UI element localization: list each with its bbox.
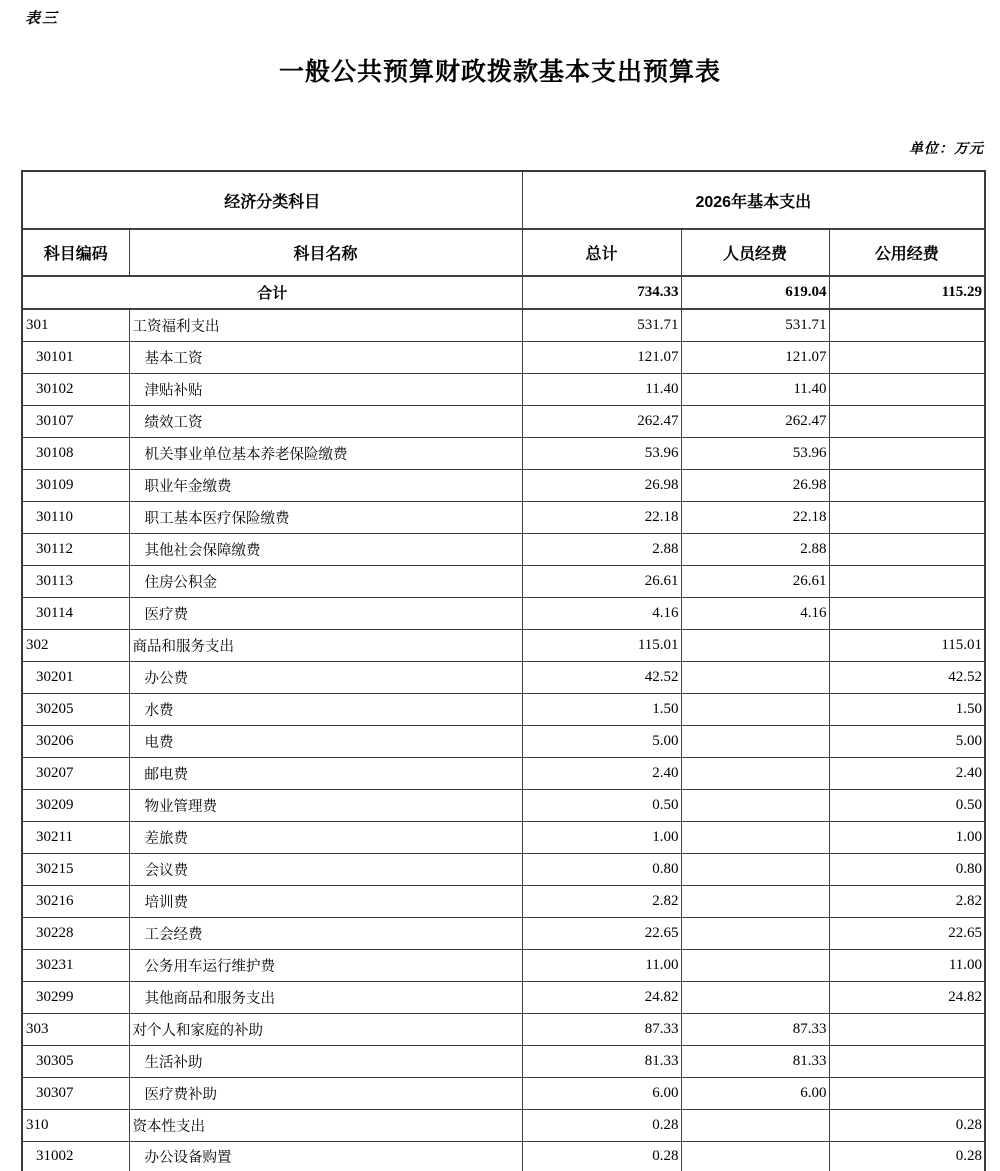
personnel-value-cell: 26.61 [681, 565, 829, 597]
public-value-cell: 0.28 [829, 1109, 985, 1141]
public-value-cell [829, 437, 985, 469]
column-header-personnel-funds: 人员经费 [681, 229, 829, 276]
subject-name-cell: 绩效工资 [129, 405, 522, 437]
table-row [22, 1013, 985, 1045]
public-value-cell: 5.00 [829, 725, 985, 757]
public-value-cell: 0.28 [829, 1141, 985, 1171]
personnel-value-cell [681, 949, 829, 981]
subject-code-cell: 30215 [22, 853, 129, 885]
table-row [22, 789, 985, 821]
table-row [22, 821, 985, 853]
page-title: 一般公共预算财政拨款基本支出预算表 [278, 58, 721, 86]
public-value-cell: 0.80 [829, 853, 985, 885]
personnel-value-cell: 4.16 [681, 597, 829, 629]
column-header-public-funds: 公用经费 [829, 229, 985, 276]
table-row [22, 597, 985, 629]
subject-name-cell: 物业管理费 [129, 789, 522, 821]
table-row [22, 1141, 985, 1171]
personnel-value-cell [681, 789, 829, 821]
personnel-value-cell: 87.33 [681, 1013, 829, 1045]
subject-name-cell: 工会经费 [129, 917, 522, 949]
total-value-cell: 87.33 [522, 1013, 681, 1045]
table-number-label: 表三 [25, 9, 60, 27]
table-row [22, 757, 985, 789]
subject-code-cell: 30101 [22, 341, 129, 373]
personnel-value-cell [681, 981, 829, 1013]
table-row [22, 629, 985, 661]
subject-code-cell: 30205 [22, 693, 129, 725]
subject-name-cell: 工资福利支出 [129, 309, 522, 341]
subject-name-cell: 对个人和家庭的补助 [129, 1013, 522, 1045]
header-group-row [22, 171, 985, 229]
subject-name-cell: 医疗费 [129, 597, 522, 629]
table-row [22, 309, 985, 341]
personnel-value-cell: 2.88 [681, 533, 829, 565]
subject-name-cell: 培训费 [129, 885, 522, 917]
public-value-cell: 2.82 [829, 885, 985, 917]
column-header-subject-name: 科目名称 [129, 229, 522, 276]
subject-name-cell: 其他社会保障缴费 [129, 533, 522, 565]
subject-name-cell: 职工基本医疗保险缴费 [129, 501, 522, 533]
public-value-cell [829, 309, 985, 341]
header-columns-row [22, 229, 985, 276]
table-row [22, 981, 985, 1013]
total-value-cell: 22.65 [522, 917, 681, 949]
subject-name-cell: 资本性支出 [129, 1109, 522, 1141]
subject-code-cell: 30228 [22, 917, 129, 949]
subject-name-cell: 机关事业单位基本养老保险缴费 [129, 437, 522, 469]
table-row [22, 1045, 985, 1077]
table-row [22, 725, 985, 757]
public-value-cell [829, 1077, 985, 1109]
column-header-total: 总计 [522, 229, 681, 276]
subject-name-cell: 基本工资 [129, 341, 522, 373]
subject-code-cell: 30108 [22, 437, 129, 469]
total-value-cell: 26.98 [522, 469, 681, 501]
personnel-value-cell: 81.33 [681, 1045, 829, 1077]
subject-code-cell: 30112 [22, 533, 129, 565]
public-value-cell: 0.50 [829, 789, 985, 821]
personnel-value-cell [681, 885, 829, 917]
subject-name-cell: 职业年金缴费 [129, 469, 522, 501]
subject-code-cell: 310 [22, 1109, 129, 1141]
subject-code-cell: 302 [22, 629, 129, 661]
total-value-cell: 1.50 [522, 693, 681, 725]
table-row [22, 501, 985, 533]
public-value-cell [829, 533, 985, 565]
subject-code-cell: 30113 [22, 565, 129, 597]
subject-code-cell: 30209 [22, 789, 129, 821]
total-value-cell: 115.01 [522, 629, 681, 661]
total-value-cell: 0.80 [522, 853, 681, 885]
personnel-value-cell: 262.47 [681, 405, 829, 437]
total-value-cell: 24.82 [522, 981, 681, 1013]
table-row [22, 1109, 985, 1141]
total-value-cell: 4.16 [522, 597, 681, 629]
table-header [22, 171, 985, 276]
subject-code-cell: 30216 [22, 885, 129, 917]
subject-name-cell: 办公费 [129, 661, 522, 693]
public-value-cell: 22.65 [829, 917, 985, 949]
public-value-cell: 115.01 [829, 629, 985, 661]
subject-code-cell: 30299 [22, 981, 129, 1013]
total-value-cell: 11.00 [522, 949, 681, 981]
table-row [22, 661, 985, 693]
unit-note: 单位：万元 [909, 141, 984, 157]
total-value-cell: 53.96 [522, 437, 681, 469]
column-header-subject-code: 科目编码 [22, 229, 129, 276]
public-value-cell [829, 1013, 985, 1045]
personnel-value-cell: 11.40 [681, 373, 829, 405]
public-value-cell [829, 405, 985, 437]
subject-name-cell: 差旅费 [129, 821, 522, 853]
total-value-cell: 0.28 [522, 1109, 681, 1141]
personnel-value-cell [681, 821, 829, 853]
subject-name-cell: 电费 [129, 725, 522, 757]
table-row [22, 917, 985, 949]
personnel-value-cell [681, 661, 829, 693]
header-economic-classification: 经济分类科目 [22, 171, 522, 229]
subject-code-cell: 30201 [22, 661, 129, 693]
subject-name-cell: 生活补助 [129, 1045, 522, 1077]
subject-name-cell: 会议费 [129, 853, 522, 885]
personnel-value-cell: 22.18 [681, 501, 829, 533]
total-value-cell: 2.40 [522, 757, 681, 789]
grand-total-label: 合计 [22, 276, 522, 309]
table-row [22, 437, 985, 469]
subject-code-cell: 30207 [22, 757, 129, 789]
subject-code-cell: 30307 [22, 1077, 129, 1109]
subject-code-cell: 30102 [22, 373, 129, 405]
personnel-value-cell: 121.07 [681, 341, 829, 373]
subject-name-cell: 其他商品和服务支出 [129, 981, 522, 1013]
table-row [22, 853, 985, 885]
table-row [22, 693, 985, 725]
total-value-cell: 2.82 [522, 885, 681, 917]
subject-code-cell: 30109 [22, 469, 129, 501]
total-value-cell: 121.07 [522, 341, 681, 373]
budget-table [21, 170, 986, 1171]
subject-name-cell: 商品和服务支出 [129, 629, 522, 661]
total-value-cell: 26.61 [522, 565, 681, 597]
grand-total-public: 115.29 [829, 276, 985, 309]
personnel-value-cell [681, 725, 829, 757]
personnel-value-cell [681, 629, 829, 661]
subject-code-cell: 30110 [22, 501, 129, 533]
table-row [22, 533, 985, 565]
table-row [22, 373, 985, 405]
subject-code-cell: 303 [22, 1013, 129, 1045]
public-value-cell: 11.00 [829, 949, 985, 981]
personnel-value-cell: 26.98 [681, 469, 829, 501]
total-value-cell: 6.00 [522, 1077, 681, 1109]
personnel-value-cell: 53.96 [681, 437, 829, 469]
personnel-value-cell [681, 917, 829, 949]
subject-name-cell: 办公设备购置 [129, 1141, 522, 1171]
public-value-cell [829, 341, 985, 373]
public-value-cell [829, 565, 985, 597]
personnel-value-cell: 531.71 [681, 309, 829, 341]
subject-code-cell: 30211 [22, 821, 129, 853]
total-value-cell: 531.71 [522, 309, 681, 341]
table-row [22, 1077, 985, 1109]
subject-code-cell: 30305 [22, 1045, 129, 1077]
subject-code-cell: 30107 [22, 405, 129, 437]
public-value-cell [829, 501, 985, 533]
personnel-value-cell [681, 853, 829, 885]
public-value-cell: 42.52 [829, 661, 985, 693]
subject-code-cell: 30206 [22, 725, 129, 757]
public-value-cell: 24.82 [829, 981, 985, 1013]
public-value-cell: 1.00 [829, 821, 985, 853]
table-row [22, 405, 985, 437]
subject-name-cell: 住房公积金 [129, 565, 522, 597]
personnel-value-cell [681, 757, 829, 789]
personnel-value-cell [681, 693, 829, 725]
personnel-value-cell [681, 1141, 829, 1171]
total-value-cell: 22.18 [522, 501, 681, 533]
total-value-cell: 11.40 [522, 373, 681, 405]
subject-name-cell: 公务用车运行维护费 [129, 949, 522, 981]
total-value-cell: 81.33 [522, 1045, 681, 1077]
table-body [22, 276, 985, 1171]
public-value-cell [829, 1045, 985, 1077]
grand-total-personnel: 619.04 [681, 276, 829, 309]
grand-total-row [22, 276, 985, 309]
subject-code-cell: 31002 [22, 1141, 129, 1171]
table-row [22, 949, 985, 981]
public-value-cell [829, 469, 985, 501]
total-value-cell: 2.88 [522, 533, 681, 565]
table-row [22, 341, 985, 373]
public-value-cell: 2.40 [829, 757, 985, 789]
public-value-cell [829, 597, 985, 629]
total-value-cell: 5.00 [522, 725, 681, 757]
table-row [22, 469, 985, 501]
total-value-cell: 0.50 [522, 789, 681, 821]
total-value-cell: 42.52 [522, 661, 681, 693]
personnel-value-cell [681, 1109, 829, 1141]
public-value-cell: 1.50 [829, 693, 985, 725]
subject-name-cell: 邮电费 [129, 757, 522, 789]
header-2026-basic-expenditure: 2026年基本支出 [522, 171, 985, 229]
table-row [22, 565, 985, 597]
subject-code-cell: 30114 [22, 597, 129, 629]
public-value-cell [829, 373, 985, 405]
subject-name-cell: 水费 [129, 693, 522, 725]
table-row [22, 885, 985, 917]
total-value-cell: 262.47 [522, 405, 681, 437]
total-value-cell: 0.28 [522, 1141, 681, 1171]
subject-name-cell: 津贴补贴 [129, 373, 522, 405]
personnel-value-cell: 6.00 [681, 1077, 829, 1109]
total-value-cell: 1.00 [522, 821, 681, 853]
grand-total-total: 734.33 [522, 276, 681, 309]
subject-code-cell: 30231 [22, 949, 129, 981]
subject-code-cell: 301 [22, 309, 129, 341]
subject-name-cell: 医疗费补助 [129, 1077, 522, 1109]
